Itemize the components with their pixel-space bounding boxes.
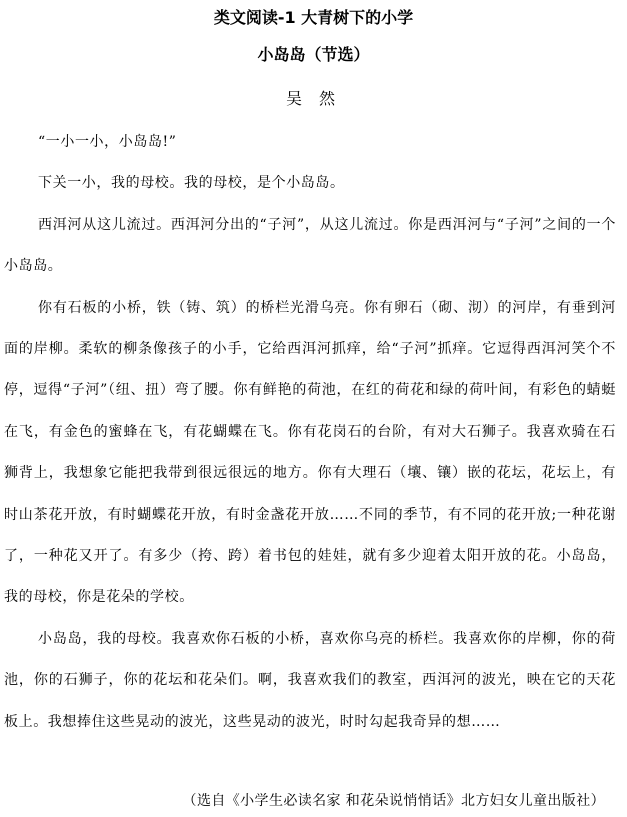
source-citation: （选自《小学生必读名家 和花朵说悄悄话》北方妇女儿童出版社） <box>182 793 605 809</box>
paragraph-2: 下关一小，我的母校。我的母校，是个小岛岛。 <box>38 175 345 192</box>
paragraph-3: 西洱河从这儿流过。西洱河分出的“子河”，从这儿流过。你是西洱河与“子河”之间的一个小岛岛。 <box>4 216 616 275</box>
unit-title: 类文阅读-1 大青树下的小学 <box>213 8 414 27</box>
paragraph-5: 小岛岛，我的母校。我喜欢你石板的小桥，喜欢你乌亮的桥栏。我喜欢你的岸柳，你的荷池，你的石狮子，你的花坛和花朵们。啊，我喜欢我们的教室，西洱河的波光，映在它的天花板上。我想捧住这些晃动的波光，这些晃动的波光，时时勾起我奇异的想…… <box>4 630 616 730</box>
author-name: 吴 然 <box>285 89 342 108</box>
paragraph-4: 你有石板的小桥，铁（铸、筑）的桥栏光滑乌亮。你有卵石（砌、沏）的河岸，有垂到河面的岸柳。柔软的柳条像孩子的小手，它给西洱河抓痒，给“子河”抓痒。它逗得西洱河笑个不停，逗得“子河”（纽、扭）弯了腰。你有鲜艳的荷池，在红的荷花和绿的荷叶间，有彩色的蜻蜓在飞，有金色的蜜蜂在飞，有花蝴蝶在飞。你有花岗石的台阶，有对大石狮子。我喜欢骑在石狮背上，我想象它能把我带到很远很远的地方。你有大理石（壤、镶）嵌的花坛，花坛上，有时山茶花开放，有时蝴蝶花开放，有时金盏花开放……不同的季节，有不同的花开放;一种花谢了，一种花又开了。有多少（挎、跨）着书包的娃娃，就有多少迎着太阳开放的花。小岛岛，我的母校，你是花朵的学校。 <box>4 299 616 606</box>
article-body <box>4 122 616 743</box>
article-title: 小岛岛（节选） <box>257 45 370 64</box>
paragraph-1: “一小一小，小岛岛!” <box>38 134 177 150</box>
